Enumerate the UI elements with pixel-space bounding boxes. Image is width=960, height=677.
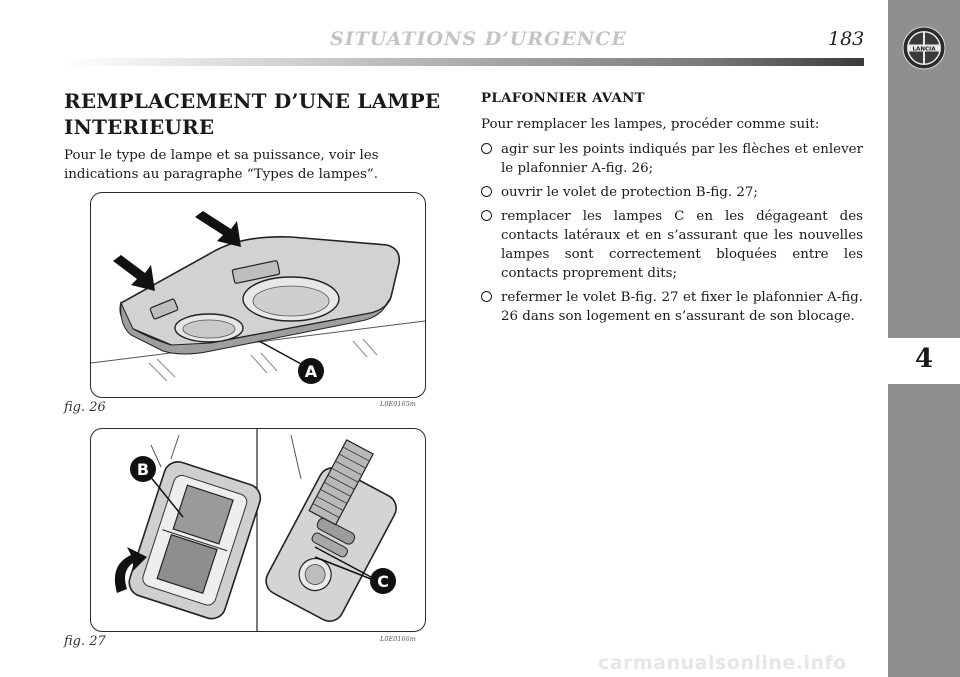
- bullet-icon: [481, 186, 492, 197]
- step-text: remplacer les lampes C en les dégageant des contacts latéraux et en s’assurant que les nouvelles lampes sont correctement bloquées entre les contacts proprement dits;: [501, 209, 863, 281]
- bullet-icon: [481, 210, 492, 221]
- step-text: refermer le volet B-fig. 27 et fixer le plafonnier A-fig. 26 dans son logement en s’assurant de son blocage.: [501, 290, 863, 324]
- figure-26: [90, 192, 426, 398]
- subheading-front-ceiling-light: PLAFONNIER AVANT: [481, 90, 645, 106]
- figure-26-code: L0E0165m: [380, 400, 416, 408]
- running-title: SITUATIONS D’URGENCE: [330, 28, 627, 50]
- ceiling-light-illustration: [91, 193, 425, 397]
- bullet-icon: [481, 291, 492, 302]
- intro-paragraph: Pour le type de lampe et sa puissance, voir les indications au paragraphe “Types de lampes”.: [64, 148, 379, 182]
- step-text: agir sur les points indiqués par les flèches et enlever le plafonnier A-fig. 26;: [501, 142, 863, 176]
- bullet-icon: [481, 143, 492, 154]
- header-rule: [64, 58, 864, 66]
- procedure-lead: Pour remplacer les lampes, procéder comme suit:: [481, 117, 820, 132]
- figure-26-caption: fig. 26: [64, 400, 106, 415]
- callout-a: A: [304, 362, 318, 381]
- lancia-logo-text: LANCIA: [912, 46, 936, 53]
- step-text: ouvrir le volet de protection B-fig. 27;: [501, 185, 758, 200]
- procedure-step: [481, 207, 863, 283]
- procedure-step: [481, 183, 863, 202]
- chapter-number: 4: [914, 344, 934, 374]
- page-number: 183: [828, 28, 865, 50]
- figure-27-caption: fig. 27: [64, 634, 106, 649]
- chapter-tab[interactable]: [888, 338, 960, 384]
- figure-27-code: L0E0166m: [380, 635, 416, 643]
- lamp-replacement-illustration: [91, 429, 425, 631]
- watermark: carmanualsonline.info: [598, 652, 847, 674]
- procedure-step: [481, 140, 863, 178]
- section-heading: REMPLACEMENT D’UNE LAMPE INTERIEURE: [64, 89, 441, 139]
- lancia-logo-icon: [902, 26, 946, 70]
- figure-27: [90, 428, 426, 632]
- callout-b: B: [136, 460, 150, 479]
- procedure-step: [481, 288, 863, 326]
- procedure-steps: [481, 140, 863, 331]
- callout-c: C: [377, 572, 389, 591]
